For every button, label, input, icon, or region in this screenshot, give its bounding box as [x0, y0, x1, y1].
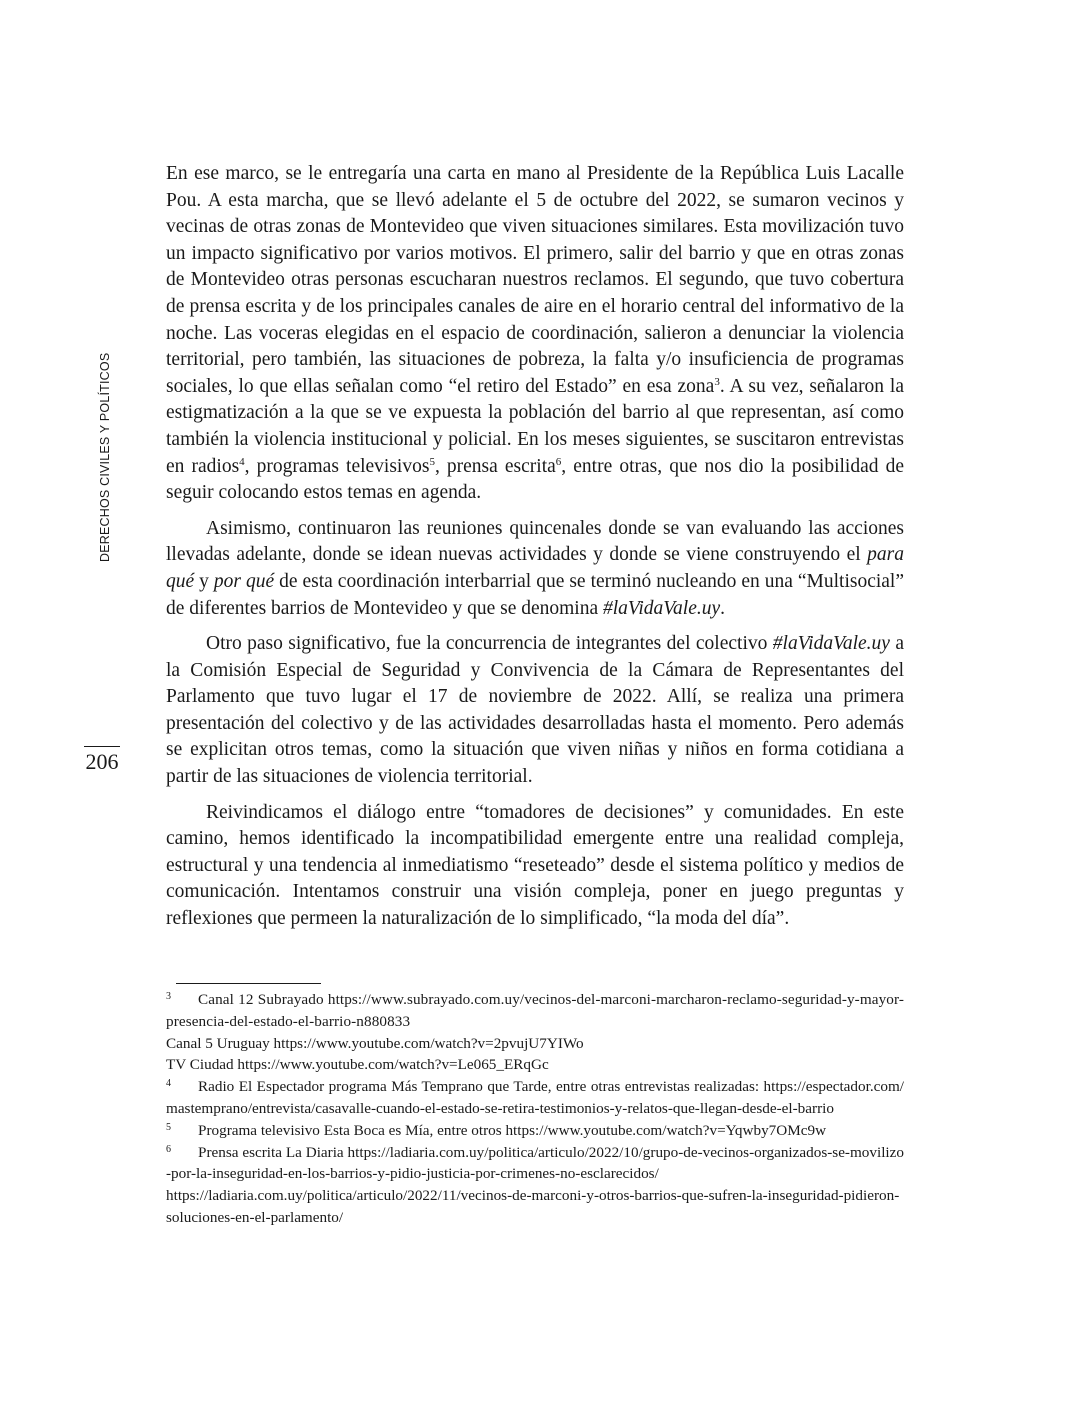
paragraph-3: Otro paso significativo, fue la concurrencia de integrantes del colectivo #laVidaVale.uy a la Comisión Especial de Seguridad y Convivencia de la Cámara de Representantes del Parlamento que tuvo lugar el 17 de noviembre de 2022. Allí, se realiza una primera presentación del colectivo y de las actividades desarrolladas hasta el momento. Pero además se explicitan otros temas, como la situación que viven niñas y niños en forma cotidiana a partir de las situaciones de violencia territorial.	[166, 633, 904, 788]
page-number-rule	[84, 746, 120, 747]
paragraph-4: Reivindicamos el diálogo entre “tomadores de decisiones” y comunidades. En este camino, hemos identificado la incompatibilidad emergente entre una realidad compleja, estructural y una tendencia al inmediatismo “reseteado” desde el sistema político y medios de comunicación. Intentamos construir una visión compleja, poner en juego preguntas y reflexiones que permeen la naturalización de lo simplificado, “la moda del día”.	[166, 801, 904, 930]
footnote-ref-3[interactable]: 3	[714, 375, 720, 388]
footnote-ref-5[interactable]: 5	[429, 455, 435, 468]
emphasis-hashtag: #laVidaVale.uy	[603, 597, 721, 619]
footnote-6-line: https://ladiaria.com.uy/politica/articulo/2022/11/vecinos-de-marconi-y-otros-barrios-que-sufren-la-inseguridad-pidieron-soluciones-en-el-parlamento/	[166, 1187, 900, 1226]
footnote-ref-6[interactable]: 6	[555, 455, 562, 468]
footnote-separator	[176, 983, 321, 984]
emphasis-para-que: para qué	[166, 544, 904, 592]
footnote-6: 6 Prensa escrita La Diaria https://ladiaria.com.uy/politica/articulo/2022/10/grupo-de-vecinos-organizados-se-movilizo-por-la-inseguridad-en-los-barrios-y-pidio-justicia-por-crimenes-no-esclarecidos/	[166, 1143, 904, 1183]
footnotes	[166, 989, 904, 1229]
footnote-3-line: TV Ciudad https://www.youtube.com/watch?v=Le065_ERqGc	[166, 1056, 549, 1074]
running-section-title: DERECHOS CIVILES Y POLÍTICOS	[98, 352, 112, 562]
body-text	[166, 161, 904, 942]
emphasis-por-que: por qué	[213, 570, 275, 592]
page-number: 206	[85, 749, 119, 774]
footnote-5: 5 Programa televisivo Esta Boca es Mía, entre otros https://www.youtube.com/watch?v=Yqwby7OMc9w	[166, 1121, 827, 1139]
footnote-4: 4 Radio El Espectador programa Más Temprano que Tarde, entre otras entrevistas realizadas: https://espectador.com/mastemprano/entrevista/casavalle-cuando-el-estado-se-retira-testimonios-y-relatos-que-llegan-desde-el-barrio	[166, 1078, 904, 1117]
footnote-ref-4[interactable]: 4	[239, 455, 245, 468]
paragraph-1: En ese marco, se le entregaría una carta en mano al Presidente de la República Luis Lacalle Pou. A esta marcha, que se llevó adelante el 5 de octubre del 2022, se sumaron vecinos y vecinas de otras zonas de Montevideo que viven situaciones similares. Esta movilización tuvo un impacto significativo por varios motivos. El primero, salir del barrio y que en otras zonas de Montevideo otras personas escucharan nuestros reclamos. El segundo, que tuvo cobertura de prensa escrita y de los principales canales de aire en el horario central del informativo de la noche. Las voceras elegidas en el espacio de coordinación, salieron a denunciar la violencia territorial, pero también, las situaciones de pobreza, la falta y/o insuficiencia de programas sociales, lo que ellas señalan como “el retiro del Estado” en esa zona$^3$. A su vez, señalaron la estigmatización a la que se ve expuesta la población del barrio al que representan, así como también la violencia institucional y policial. En los meses siguientes, se suscitaron entrevistas en radios$^4$, programas televisivos$^5$, prensa escrita$^6$, entre otras, que nos dio la posibilidad de seguir colocando estos temas en agenda.	[166, 163, 904, 504]
paragraph-2: Asimismo, continuaron las reuniones quincenales donde se van evaluando las acciones llevadas adelante, donde se idean nuevas actividades y donde se viene construyendo el para qué y por qué de esta coordinación interbarrial que se terminó nucleando en una “Multisocial” de diferentes barrios de Montevideo y que se denomina #laVidaVale.uy.	[166, 517, 905, 619]
footnote-3-line: Canal 5 Uruguay https://www.youtube.com/watch?v=2pvujU7YIWo	[166, 1034, 584, 1052]
footnote-3: 3 Canal 12 Subrayado https://www.subrayado.com.uy/vecinos-del-marconi-marcharon-reclamo-seguridad-y-mayor-presencia-del-estado-el-barrio-n880833	[166, 991, 904, 1030]
emphasis-hashtag: #laVidaVale.uy	[772, 633, 890, 655]
